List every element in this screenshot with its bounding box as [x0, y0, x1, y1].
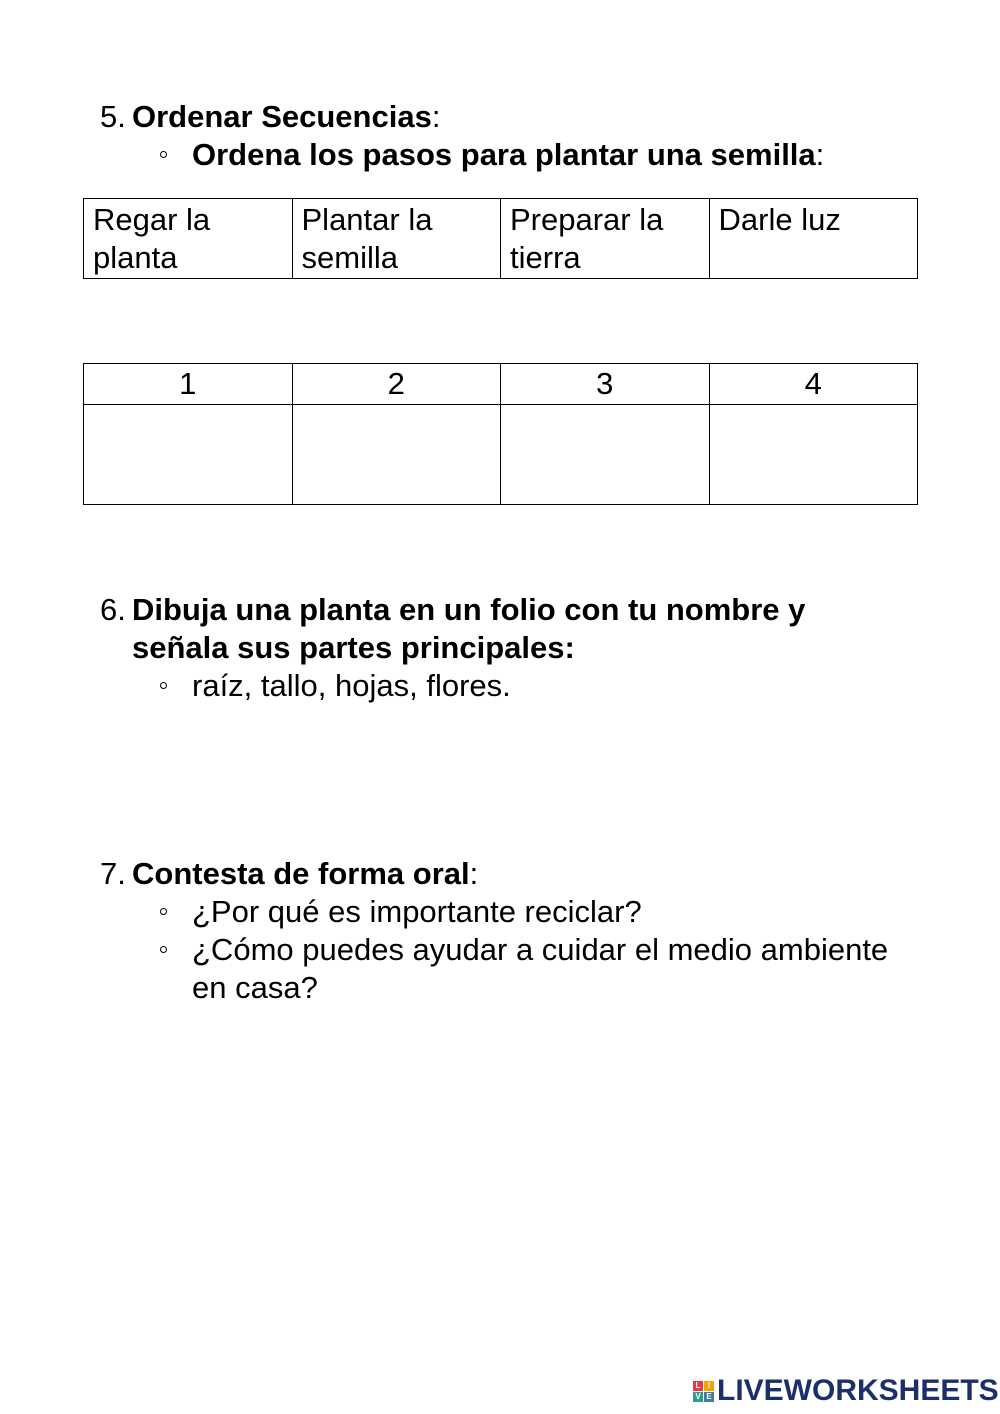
- section-7-bullet-1-text: ¿Por qué es importante reciclar?: [192, 894, 642, 929]
- step-cell-4[interactable]: Darle luz: [709, 199, 918, 279]
- order-drop-slot-3[interactable]: [501, 405, 710, 505]
- bullet-circle-icon: [160, 151, 167, 158]
- section-7-title-suffix: :: [469, 856, 479, 891]
- section-6-title-line-2: señala sus partes principales:: [132, 630, 575, 665]
- order-drop-slot-1[interactable]: [84, 405, 293, 505]
- section-7-title: Contesta de forma oral: [132, 856, 470, 891]
- order-drop-slot-4[interactable]: [709, 405, 918, 505]
- logo-mark-icon: [693, 1381, 714, 1402]
- section-6-bullet-text: raíz, tallo, hojas, flores.: [192, 668, 511, 703]
- section-6: [100, 591, 940, 705]
- section-5-number: 5.: [100, 99, 126, 134]
- steps-table: [83, 198, 918, 279]
- logo-mark-letter: L: [693, 1381, 703, 1391]
- section-5-heading: [100, 98, 940, 136]
- section-7-bullet-2-text: ¿Cómo puedes ayudar a cuidar el medio ambiente en casa?: [192, 932, 889, 1005]
- bullet-circle-icon: [160, 682, 167, 689]
- order-header-4: 4: [709, 364, 918, 405]
- steps-table-row: [84, 199, 918, 279]
- order-header-2: 2: [292, 364, 501, 405]
- section-7-bullet-1: [100, 893, 940, 931]
- step-cell-1[interactable]: Regar la planta: [84, 199, 293, 279]
- order-header-3: 3: [501, 364, 710, 405]
- section-5-bullet-suffix: :: [815, 137, 825, 172]
- logo-mark-letter: E: [704, 1392, 714, 1402]
- liveworksheets-logo: [693, 1376, 999, 1406]
- logo-mark-letter: V: [693, 1392, 703, 1402]
- section-7: [100, 855, 940, 1007]
- section-7-bullet-2: [100, 931, 892, 1007]
- section-6-title-line-1: Dibuja una planta en un folio con tu nombre y: [132, 592, 806, 627]
- section-5-title: Ordenar Secuencias: [132, 99, 432, 134]
- section-5-title-suffix: :: [431, 99, 441, 134]
- order-table-answer-row: [84, 405, 918, 505]
- order-header-1: 1: [84, 364, 293, 405]
- order-table-header-row: [84, 364, 918, 405]
- logo-text: LIVEWORKSHEETS: [717, 1374, 999, 1407]
- logo-mark-letter: I: [704, 1381, 714, 1391]
- section-6-bullet: [100, 667, 940, 705]
- bullet-circle-icon: [160, 946, 167, 953]
- order-drop-slot-2[interactable]: [292, 405, 501, 505]
- order-table: [83, 363, 918, 505]
- section-7-heading: [100, 855, 940, 893]
- section-6-number: 6.: [100, 592, 126, 627]
- step-cell-2[interactable]: Plantar la semilla: [292, 199, 501, 279]
- section-7-number: 7.: [100, 856, 126, 891]
- section-6-heading: [100, 591, 940, 667]
- section-5-bullet: [100, 136, 940, 174]
- step-cell-3[interactable]: Preparar la tierra: [501, 199, 710, 279]
- section-5-bullet-text: Ordena los pasos para plantar una semilla: [192, 137, 816, 172]
- bullet-circle-icon: [160, 908, 167, 915]
- section-5: [100, 98, 940, 174]
